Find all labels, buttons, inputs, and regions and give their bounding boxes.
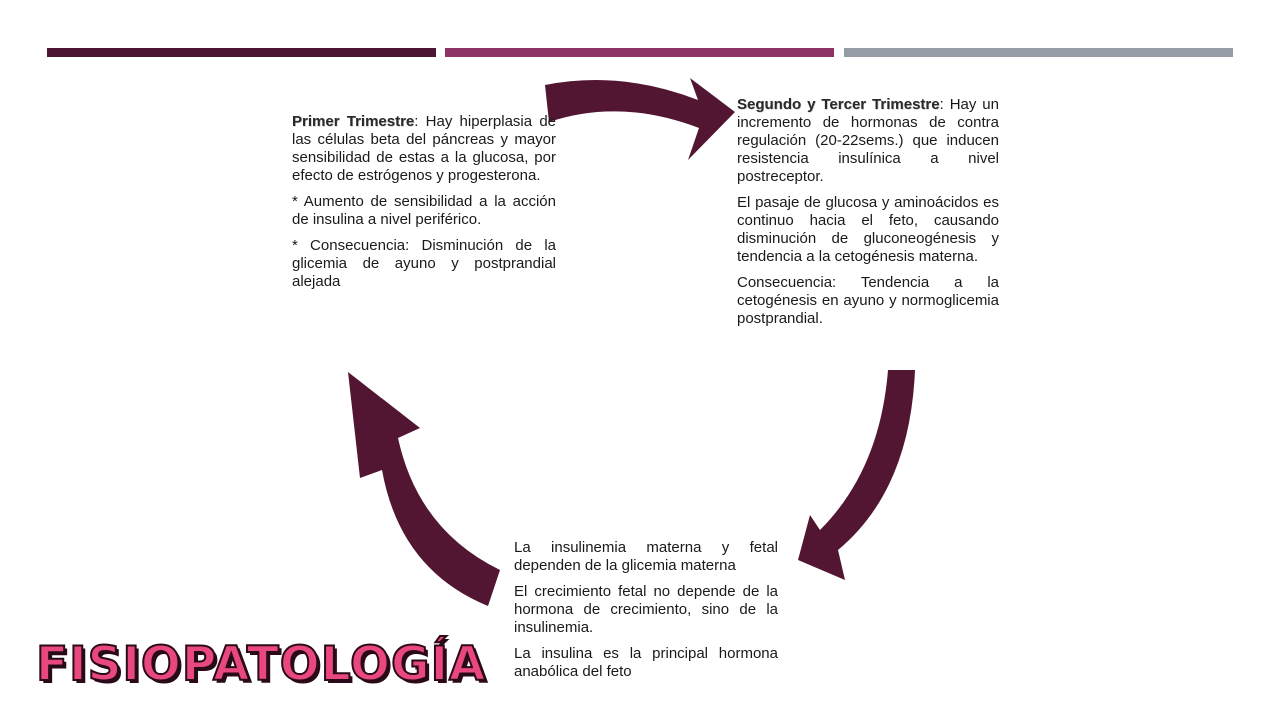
- segundo-trimestre-label: Segundo y Tercer Trimestre: [737, 96, 940, 113]
- feto-insulina-anabolica: La insulina es la principal hormona anabólica del feto: [514, 645, 778, 680]
- segundo-trimestre-text: : Hay un incremento de hormonas de contra regulación (20-22sems.) que inducen resistencia insulínica a nivel postreceptor.: [737, 96, 999, 185]
- slide-title: FISIOPATOLOGÍA: [36, 637, 487, 692]
- primer-trimestre-text: : Hay hiperplasia de las células beta del páncreas y mayor sensibilidad de estas a la glucosa, por efecto de estrógenos y progesterona.: [292, 113, 556, 184]
- segundo-pasaje-glucosa: El pasaje de glucosa y aminoácidos es continuo hacia el feto, causando disminución de gluconeogénesis y tendencia a la cetogénesis materna.: [737, 194, 999, 265]
- primer-point-consecuencia: * Consecuencia: Disminución de la glicemia de ayuno y postprandial alejada: [292, 237, 556, 290]
- feto-insulinemia: La insulinemia materna y fetal dependen de la glicemia materna: [514, 539, 778, 574]
- segundo-consecuencia: Consecuencia: Tendencia a la cetogénesis en ayuno y normoglicemia postprandial.: [737, 274, 999, 327]
- arrow-primer-to-segundo: [545, 78, 735, 160]
- primer-trimestre-block: [292, 113, 556, 299]
- arrow-segundo-to-feto: [798, 370, 915, 580]
- feto-crecimiento: El crecimiento fetal no depende de la hormona de crecimiento, sino de la insulinemia.: [514, 583, 778, 636]
- arrow-feto-to-primer: [348, 372, 500, 606]
- primer-trimestre-label: Primer Trimestre: [292, 113, 415, 130]
- segundo-tercer-trimestre-block: [737, 96, 999, 336]
- feto-block: [514, 539, 778, 689]
- primer-point-sensibilidad: * Aumento de sensibilidad a la acción de insulina a nivel periférico.: [292, 193, 556, 228]
